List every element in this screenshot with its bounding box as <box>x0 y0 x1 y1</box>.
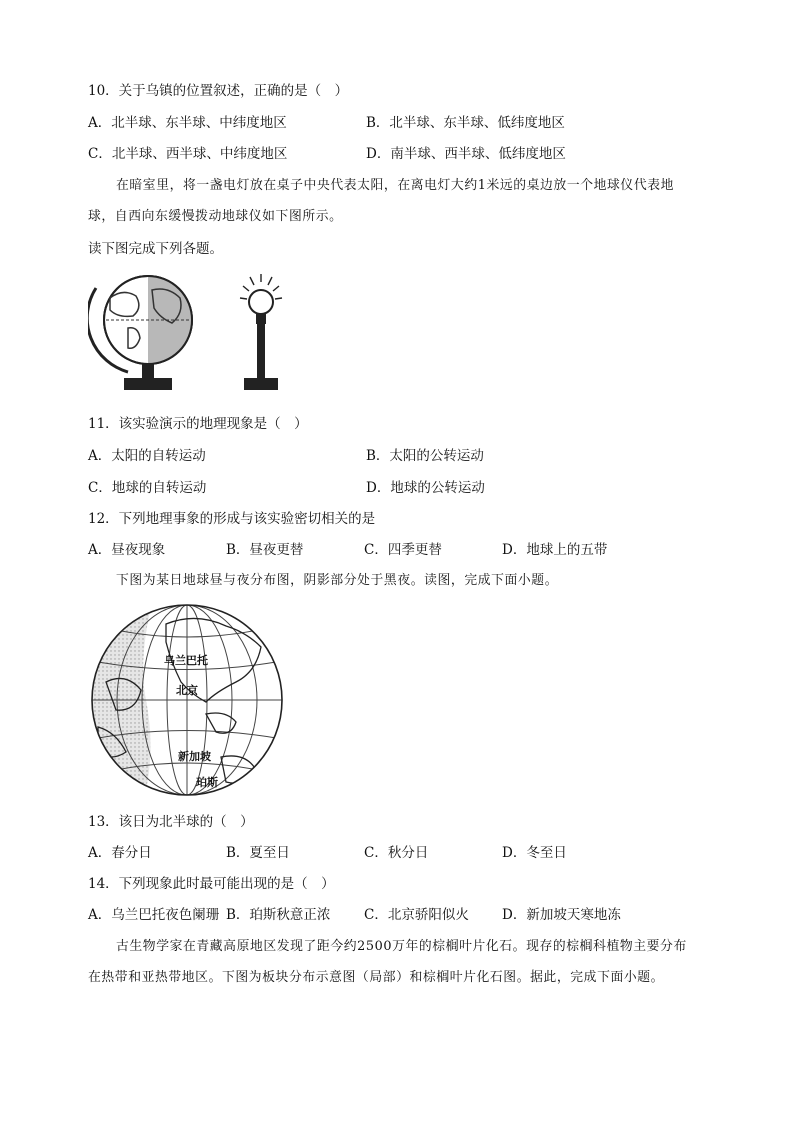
q11-stem: 11．该实验演示的地理现象是（ ） <box>88 416 308 432</box>
q13-option-c: C．秋分日 <box>364 845 429 861</box>
q12-option-a: A．昼夜现象 <box>88 542 166 558</box>
q11-option-a: A．太阳的自转运动 <box>88 448 206 464</box>
q10-option-a: A．北半球、东半球、中纬度地区 <box>88 115 287 131</box>
passage3-line1: 古生物学家在青藏高原地区发现了距今约2500万年的棕榈叶片化石。现存的棕榈科植物主要分布 <box>116 939 687 954</box>
q13-stem: 13．该日为北半球的（ ） <box>88 814 254 830</box>
q10-option-d: D．南半球、西半球、低纬度地区 <box>366 146 566 162</box>
passage3-line2: 在热带和亚热带地区。下图为板块分布示意图（局部）和棕榈叶片化石图。据此，完成下面小题。 <box>88 970 665 985</box>
day-night-globe-figure <box>86 602 288 798</box>
label-ulaanbaatar: 乌兰巴托 <box>164 654 208 667</box>
q13-option-a: A．春分日 <box>88 845 152 861</box>
q11-option-d: D．地球的公转运动 <box>366 480 485 496</box>
q14-option-d: D．新加坡天寒地冻 <box>502 907 621 923</box>
q10-option-b: B．北半球、东半球、低纬度地区 <box>366 115 565 131</box>
lamp-icon <box>240 274 282 390</box>
desk-globe-icon <box>88 276 192 390</box>
q14-option-a: A．乌兰巴托夜色阑珊 <box>88 907 220 923</box>
q13-option-d: D．冬至日 <box>502 845 567 861</box>
q13-option-b: B．夏至日 <box>226 845 290 861</box>
q12-option-b: B．昼夜更替 <box>226 542 304 558</box>
q14-stem: 14．下列现象此时最可能出现的是（ ） <box>88 876 335 892</box>
passage1-line2: 球，自西向东缓慢拨动地球仪如下图所示。 <box>88 209 343 224</box>
passage1-instruction: 读下图完成下列各题。 <box>88 241 223 257</box>
q12-option-c: C．四季更替 <box>364 542 442 558</box>
label-perth: 珀斯 <box>196 776 218 789</box>
q11-option-b: B．太阳的公转运动 <box>366 448 484 464</box>
q14-option-b: B．珀斯秋意正浓 <box>226 907 331 923</box>
passage2-line1: 下图为某日地球昼与夜分布图，阴影部分处于黑夜。读图，完成下面小题。 <box>116 573 559 588</box>
q12-stem: 12．下列地理事象的形成与该实验密切相关的是 <box>88 511 376 527</box>
q11-option-c: C．地球的自转运动 <box>88 480 207 496</box>
q10-option-c: C．北半球、西半球、中纬度地区 <box>88 146 288 162</box>
globe-lamp-figure <box>88 268 328 398</box>
q12-option-d: D．地球上的五带 <box>502 542 608 558</box>
passage1-line1: 在暗室里，将一盏电灯放在桌子中央代表太阳，在离电灯大约1米远的桌边放一个地球仪代表地 <box>116 178 675 193</box>
label-singapore: 新加坡 <box>178 750 211 763</box>
q10-stem: 10．关于乌镇的位置叙述，正确的是（ ） <box>88 83 349 99</box>
label-beijing: 北京 <box>176 684 198 697</box>
q14-option-c: C．北京骄阳似火 <box>364 907 469 923</box>
